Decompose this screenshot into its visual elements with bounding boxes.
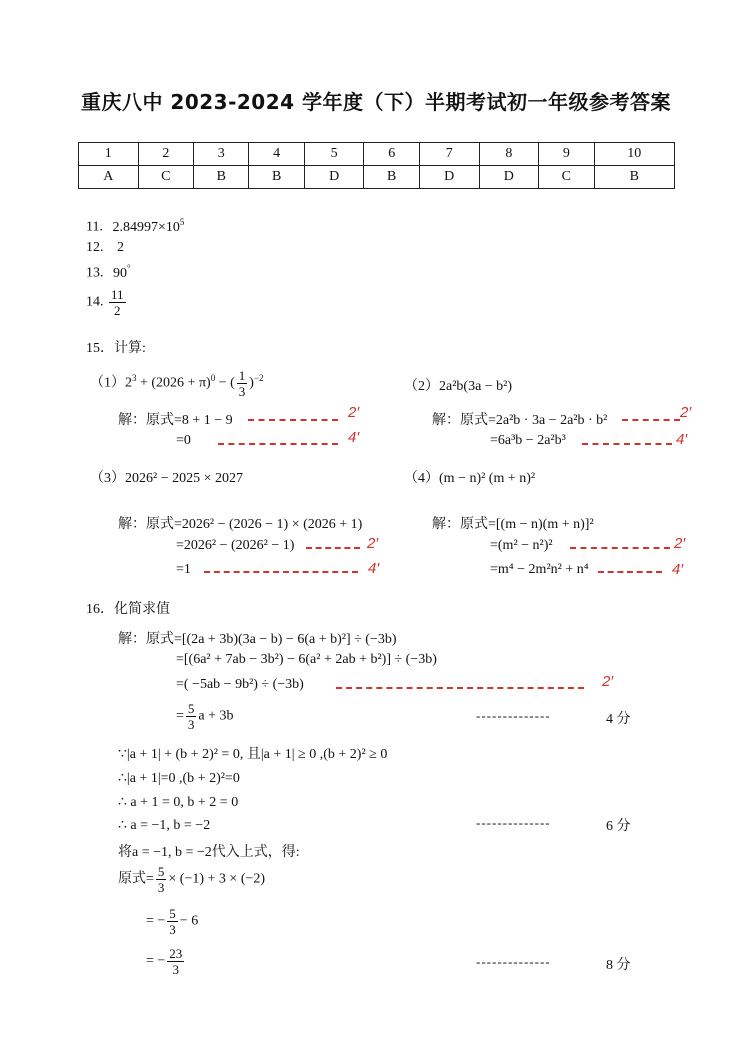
l11-pre: = − (146, 913, 166, 929)
q16-heading: 16．化简求值 (86, 602, 170, 617)
q15-problem-1 (90, 368, 264, 399)
score-4: 4 分 (606, 712, 631, 727)
den: 3 (157, 880, 165, 895)
question-number-cell: 6 (364, 143, 419, 166)
red-dash-line (622, 419, 680, 421)
answer-cell: B (194, 166, 249, 189)
answer-cell: B (594, 166, 674, 189)
q14-fraction (109, 287, 126, 318)
p4-line1: 解：原式=[(m − n)(m + n)]² (432, 517, 594, 532)
num: 5 (187, 701, 195, 716)
question-number-row (79, 143, 675, 166)
answer-cell: B (364, 166, 419, 189)
red-score-mark: 2′ (602, 673, 614, 690)
answer-cell: B (249, 166, 304, 189)
answer-row (79, 166, 675, 189)
red-dash-line (570, 547, 670, 549)
question-number-cell: 8 (479, 143, 539, 166)
q16-line6: ∴|a + 1|=0 ,(b + 2)²=0 (118, 771, 240, 786)
q16-line1: 解：原式=[(2a + 3b)(3a − b) − 6(a + b)²] ÷ (−3b) (118, 632, 397, 647)
question-number-cell: 3 (194, 143, 249, 166)
p1-part-a: （1）2 (90, 375, 132, 391)
q16-line7: ∴ a + 1 = 0, b + 2 = 0 (118, 795, 239, 810)
p3-line3: =1 (176, 562, 191, 577)
q15-problem-4: （4）(m − n)² (m + n)² (404, 471, 536, 486)
p2-line2: =6a³b − 2a²b³ (490, 433, 566, 448)
red-dash-line (248, 419, 338, 421)
red-dash-line (218, 443, 338, 445)
score-8: 8 分 (606, 958, 631, 973)
red-score-mark: 2′ (680, 404, 692, 421)
q14 (86, 287, 128, 318)
score-dashes: -------------- (476, 954, 551, 969)
q16-line5: ∵|a + 1| + (b + 2)² = 0, 且|a + 1| ≥ 0 ,(b + 2)² ≥ 0 (118, 747, 388, 762)
l10-fraction (156, 864, 167, 895)
red-dash-line (582, 443, 672, 445)
q11-value: 2.84997×10 (112, 219, 180, 235)
q11 (86, 217, 184, 236)
q16-line8: ∴ a = −1, b = −2 (118, 818, 211, 833)
num: 5 (169, 906, 176, 921)
p1-part-b: + (2026 + π) (136, 375, 211, 391)
q15-problem-3: （3）2026² − 2025 × 2027 (90, 471, 243, 486)
p3-line2: =2026² − (2026² − 1) (176, 538, 295, 553)
p3-line1: 解：原式=2026² − (2026 − 1) × (2026 + 1) (118, 517, 363, 532)
degree-symbol: ° (127, 263, 131, 273)
p1-fraction (237, 368, 248, 399)
num: 23 (169, 946, 183, 961)
p4-line2: =(m² − n²)² (490, 538, 553, 553)
answer-cell: D (304, 166, 364, 189)
q16-line11 (146, 906, 198, 937)
den: 3 (169, 922, 176, 937)
question-number-cell: 1 (79, 143, 139, 166)
q12-label: 12. (86, 240, 104, 255)
num: 5 (157, 864, 165, 879)
p1-line1: 解：原式=8 + 1 − 9 (118, 413, 233, 428)
answer-cell: D (479, 166, 539, 189)
q16-line2: =[(6a² + 7ab − 3b²) − 6(a² + 2ab + b²)] ÷ (−3b) (176, 652, 437, 667)
q14-numerator: 11 (111, 287, 124, 302)
choice-answer-table (78, 142, 675, 189)
l11-rest: − 6 (179, 913, 199, 929)
p2-line1: 解：原式=2a²b · 3a − 2a²b · b² (432, 413, 608, 428)
question-number-cell: 2 (138, 143, 193, 166)
score-6: 6 分 (606, 819, 631, 834)
q16-line3: =( −5ab − 9b²) ÷ (−3b) (176, 677, 304, 692)
q16-line4: = $\frac{5}{3}$ a + 3b (176, 701, 234, 732)
score-dashes: -------------- (476, 708, 551, 723)
q15-heading: 15．计算: (86, 341, 146, 356)
q16-line10 (118, 864, 265, 895)
answer-cell: C (539, 166, 594, 189)
q15-problem-2: （2）2a²b(3a − b²) (404, 379, 513, 394)
q13 (86, 263, 131, 282)
red-dash-line (306, 547, 360, 549)
red-score-mark: 4′ (676, 431, 688, 448)
l10-rest: × (−1) + 3 × (−2) (168, 871, 266, 887)
q16-l4-fraction (186, 701, 197, 732)
question-number-cell: 4 (249, 143, 304, 166)
p1-exp2: 0 (210, 373, 216, 384)
red-dash-line (598, 571, 662, 573)
answer-cell: D (419, 166, 479, 189)
question-number-cell: 10 (594, 143, 674, 166)
red-dash-line (204, 571, 358, 573)
red-score-mark: 4′ (368, 560, 380, 577)
q16-line9: 将a = −1, b = −2代入上式，得: (118, 845, 300, 860)
q14-label: 14. (86, 294, 104, 310)
q16-line12 (146, 946, 186, 977)
p4-line3: =m⁴ − 2m²n² + n⁴ (490, 562, 589, 577)
p1-den: 3 (238, 384, 246, 399)
q11-exponent: 5 (179, 217, 185, 227)
red-dash-line (336, 687, 584, 689)
l11-fraction (167, 906, 178, 937)
q14-denominator: 2 (114, 303, 121, 318)
question-number-cell: 9 (539, 143, 594, 166)
score-dashes: -------------- (476, 815, 551, 830)
q13-label: 13. (86, 265, 104, 281)
red-score-mark: 2′ (367, 535, 379, 552)
q13-value: 90 (113, 265, 127, 281)
q16-l4-rest: a + 3b (198, 708, 234, 724)
l12-pre: = − (146, 953, 166, 969)
den: 3 (172, 962, 180, 977)
den: 3 (187, 717, 195, 732)
p1-part-d: ) (249, 375, 254, 391)
p1-exp1: 3 (132, 373, 137, 384)
answer-cell: C (138, 166, 193, 189)
red-score-mark: 4′ (672, 561, 684, 578)
question-number-cell: 5 (304, 143, 364, 166)
l10-pre: 原式= (118, 871, 154, 887)
answer-cell: A (79, 166, 139, 189)
p1-num: 1 (238, 368, 246, 383)
question-number-cell: 7 (419, 143, 479, 166)
red-score-mark: 4′ (348, 429, 360, 446)
p1-part-c: − ( (215, 375, 235, 391)
q12-value: 2 (117, 240, 124, 255)
l12-fraction (167, 946, 184, 977)
q11-label: 11. (86, 219, 103, 235)
p1-exp3: −2 (253, 373, 264, 384)
red-score-mark: 2′ (674, 535, 686, 552)
q12 (86, 240, 124, 256)
p1-line2: =0 (176, 433, 191, 448)
page-title: 重庆八中 2023-2024 学年度（下）半期考试初一年级参考答案 (80, 90, 672, 114)
red-score-mark: 2′ (348, 404, 360, 421)
